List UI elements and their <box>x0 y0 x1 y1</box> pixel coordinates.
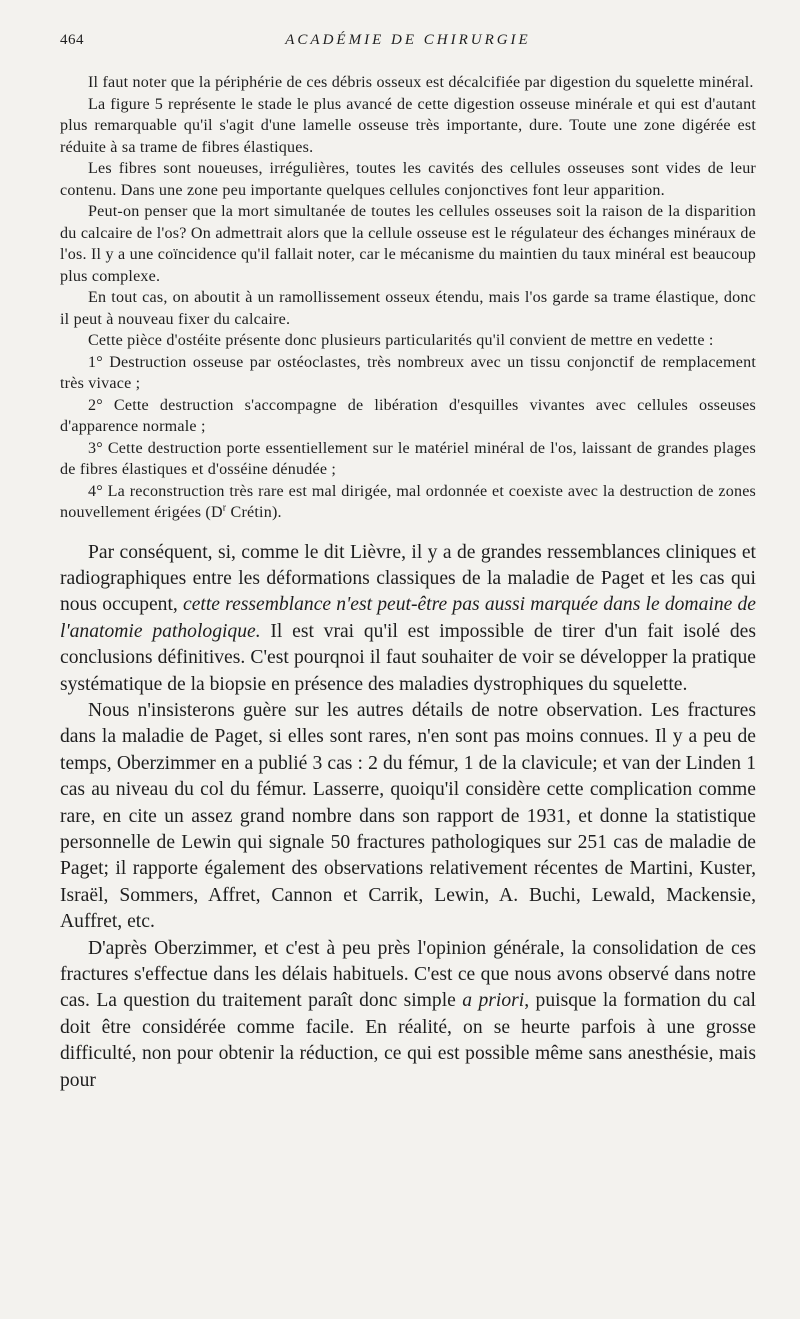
paragraph: Peut-on penser que la mort simultanée de toutes les cellules osseuses soit la raison de la disparition du calcaire de l'os? On admettrait alors que la cellule osseuse est le régulateur des échanges minéraux de l'os. Il y a une coïncidence qu'il fallait noter, car le mécanisme du maintien du taux minéral est beaucoup plus complexe. <box>60 203 756 285</box>
paragraph: Les fibres sont noueuses, irrégulières, toutes les cavités des cellules osseuses sont vides de leur contenu. Dans une zone peu importante quelques cellules conjonctives font leur apparition. <box>60 160 756 199</box>
paragraph: Nous n'insisterons guère sur les autres détails de notre observation. Les fractures dans la maladie de Paget, si elles sont rares, n'en sont pas moins connues. Il y a peu de temps, Oberzimmer en a publié 3 cas : 2 du fémur, 1 de la clavicule; et van der Linden 1 cas au niveau du col du fémur. Lasserre, quoiqu'il considère cette complication comme rare, en cite un assez grand nombre dans son rapport de 1931, et donne la statistique personnelle de Lewin qui signale 50 fractures pathologiques sur 251 cas de maladie de Paget; il rapporte également des observations relativement récentes de Martini, Kuster, Israël, Sommers, Affret, Cannon et Carrik, Lewin, A. Buchi, Lewald, Mackensie, Auffret, etc. <box>60 699 756 933</box>
list-item: 2° Cette destruction s'accompagne de libération d'esquilles vivantes avec cellules osseuses d'apparence normale ; <box>60 396 756 435</box>
paragraph: Cette pièce d'ostéite présente donc plusieurs particularités qu'il convient de mettre en vedette : <box>88 332 714 349</box>
text-run: D'après Oberzimmer, et c'est à peu près l'opinion générale, la consolidation de ces fractures s'effectue dans les délais habituels. C'est ce que nous avons observé dans notre cas. La question du traitement paraît donc simple <box>60 937 756 1012</box>
text-run: Crétin). <box>226 504 282 521</box>
text-run: 4° La reconstruction très rare est mal dirigée, mal ordonnée et coexiste avec la destruction de zones nouvellement érigées (D <box>60 482 756 521</box>
italic-phrase: a priori <box>462 990 525 1012</box>
list-item <box>60 481 756 524</box>
paragraph <box>60 936 756 1094</box>
superscript: r <box>222 502 227 514</box>
list-item: 1° Destruction osseuse par ostéoclastes, très nombreux avec un tissu conjonctif de remplacement très vivace ; <box>60 353 756 392</box>
page-number: 464 <box>60 32 84 48</box>
main-text-section <box>60 540 756 1095</box>
paragraph: Il faut noter que la périphérie de ces débris osseux est décalcifiée par digestion du squelette minéral. <box>88 74 754 91</box>
text-run: , puisque la formation du cal doit être considérée comme facile. En réalité, on se heurte parfois à une grosse difficulté, non pour obtenir la réduction, ce qui est possible même sans anesthésie, mais pour <box>60 990 757 1091</box>
small-print-section <box>60 72 756 524</box>
paragraph: En tout cas, on aboutit à un ramollissement osseux étendu, mais l'os garde sa trame élastique, donc il peut à nouveau fixer du calcaire. <box>60 289 756 328</box>
page-header <box>60 32 756 56</box>
running-title: ACADÉMIE DE CHIRURGIE <box>285 32 531 48</box>
list-item: 3° Cette destruction porte essentiellement sur le matériel minéral de l'os, laissant de grandes plages de fibres élastiques et d'osséine dénudée ; <box>60 439 756 478</box>
text-run: Par conséquent, si, comme le dit Lièvre, il y a de grandes ressemblances cliniques et radiographiques entre les déformations classiques de la maladie de Paget et les cas qui nous occupent, <box>60 541 756 616</box>
paragraph <box>60 540 756 698</box>
paragraph: La figure 5 représente le stade le plus avancé de cette digestion osseuse minérale et qui est d'autant plus remarquable qu'il s'agit d'une lamelle osseuse très importante, dure. Toute une zone digérée est réduite à sa trame de fibres élastiques. <box>60 95 756 156</box>
text-run: Il est vrai qu'il est impossible de tirer d'un fait isolé des conclusions définitives. C'est pourqnoi il faut souhaiter de voir se développer la pratique systématique de la biopsie en présence des maladies dystrophiques du squelette. <box>60 620 756 695</box>
italic-phrase: cette ressemblance n'est peut-être pas aussi marquée dans le domaine de l'anatomie pathologique. <box>60 594 756 642</box>
